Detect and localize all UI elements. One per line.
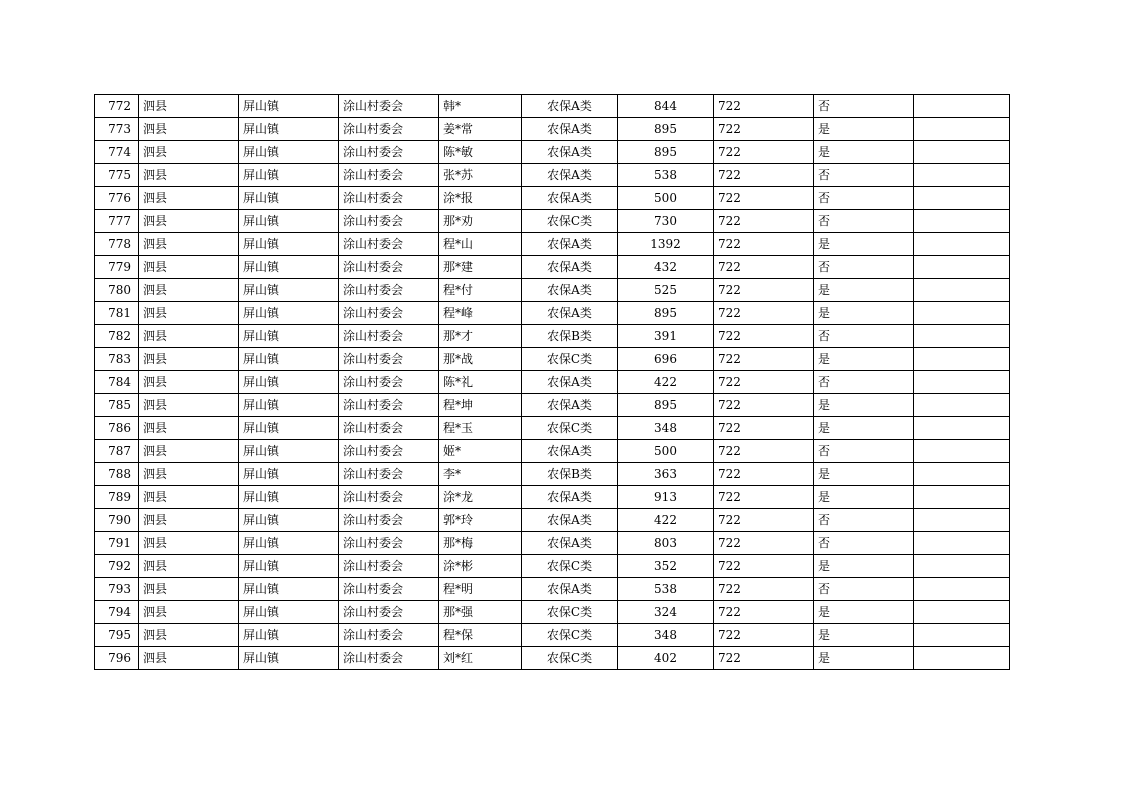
cell-amount: 895 bbox=[618, 302, 714, 325]
cell-county: 泗县 bbox=[139, 463, 239, 486]
cell-county: 泗县 bbox=[139, 325, 239, 348]
cell-insurance-type: 农保C类 bbox=[522, 348, 618, 371]
cell-county: 泗县 bbox=[139, 256, 239, 279]
cell-town: 屏山镇 bbox=[239, 279, 339, 302]
cell-flag: 是 bbox=[814, 647, 914, 670]
cell-amount: 538 bbox=[618, 164, 714, 187]
cell-insurance-type: 农保C类 bbox=[522, 417, 618, 440]
cell-name: 那*梅 bbox=[439, 532, 522, 555]
cell-flag: 是 bbox=[814, 141, 914, 164]
cell-standard: 722 bbox=[714, 440, 814, 463]
cell-serial-number: 791 bbox=[95, 532, 139, 555]
cell-insurance-type: 农保A类 bbox=[522, 509, 618, 532]
cell-serial-number: 772 bbox=[95, 95, 139, 118]
cell-flag: 是 bbox=[814, 348, 914, 371]
cell-insurance-type: 农保A类 bbox=[522, 440, 618, 463]
cell-flag: 是 bbox=[814, 279, 914, 302]
cell-town: 屏山镇 bbox=[239, 417, 339, 440]
cell-flag: 是 bbox=[814, 624, 914, 647]
cell-name: 李* bbox=[439, 463, 522, 486]
cell-insurance-type: 农保A类 bbox=[522, 233, 618, 256]
cell-note bbox=[914, 394, 1010, 417]
cell-amount: 803 bbox=[618, 532, 714, 555]
cell-county: 泗县 bbox=[139, 394, 239, 417]
cell-town: 屏山镇 bbox=[239, 578, 339, 601]
cell-county: 泗县 bbox=[139, 210, 239, 233]
cell-flag: 是 bbox=[814, 394, 914, 417]
cell-county: 泗县 bbox=[139, 279, 239, 302]
table-row bbox=[95, 555, 1010, 578]
cell-town: 屏山镇 bbox=[239, 532, 339, 555]
cell-county: 泗县 bbox=[139, 440, 239, 463]
cell-village: 涂山村委会 bbox=[339, 440, 439, 463]
cell-town: 屏山镇 bbox=[239, 601, 339, 624]
cell-serial-number: 796 bbox=[95, 647, 139, 670]
cell-serial-number: 794 bbox=[95, 601, 139, 624]
table-row bbox=[95, 394, 1010, 417]
cell-flag: 否 bbox=[814, 532, 914, 555]
cell-amount: 324 bbox=[618, 601, 714, 624]
cell-name: 张*苏 bbox=[439, 164, 522, 187]
cell-serial-number: 774 bbox=[95, 141, 139, 164]
cell-name: 程*峰 bbox=[439, 302, 522, 325]
cell-standard: 722 bbox=[714, 141, 814, 164]
cell-serial-number: 789 bbox=[95, 486, 139, 509]
cell-amount: 348 bbox=[618, 417, 714, 440]
cell-serial-number: 773 bbox=[95, 118, 139, 141]
cell-town: 屏山镇 bbox=[239, 440, 339, 463]
cell-name: 那*战 bbox=[439, 348, 522, 371]
cell-town: 屏山镇 bbox=[239, 463, 339, 486]
cell-county: 泗县 bbox=[139, 95, 239, 118]
cell-flag: 否 bbox=[814, 509, 914, 532]
cell-town: 屏山镇 bbox=[239, 325, 339, 348]
cell-amount: 352 bbox=[618, 555, 714, 578]
table-row bbox=[95, 647, 1010, 670]
data-table bbox=[94, 94, 1010, 670]
cell-serial-number: 795 bbox=[95, 624, 139, 647]
cell-flag: 否 bbox=[814, 187, 914, 210]
cell-standard: 722 bbox=[714, 348, 814, 371]
cell-serial-number: 786 bbox=[95, 417, 139, 440]
cell-insurance-type: 农保A类 bbox=[522, 141, 618, 164]
cell-note bbox=[914, 486, 1010, 509]
cell-amount: 895 bbox=[618, 141, 714, 164]
cell-village: 涂山村委会 bbox=[339, 325, 439, 348]
cell-town: 屏山镇 bbox=[239, 555, 339, 578]
cell-flag: 是 bbox=[814, 118, 914, 141]
cell-village: 涂山村委会 bbox=[339, 95, 439, 118]
cell-amount: 844 bbox=[618, 95, 714, 118]
cell-standard: 722 bbox=[714, 210, 814, 233]
cell-name: 程*玉 bbox=[439, 417, 522, 440]
cell-amount: 402 bbox=[618, 647, 714, 670]
cell-note bbox=[914, 647, 1010, 670]
cell-flag: 是 bbox=[814, 302, 914, 325]
table-row bbox=[95, 256, 1010, 279]
cell-name: 程*山 bbox=[439, 233, 522, 256]
cell-insurance-type: 农保A类 bbox=[522, 371, 618, 394]
cell-standard: 722 bbox=[714, 233, 814, 256]
cell-village: 涂山村委会 bbox=[339, 164, 439, 187]
cell-amount: 500 bbox=[618, 187, 714, 210]
cell-insurance-type: 农保C类 bbox=[522, 624, 618, 647]
cell-town: 屏山镇 bbox=[239, 118, 339, 141]
cell-town: 屏山镇 bbox=[239, 256, 339, 279]
cell-standard: 722 bbox=[714, 95, 814, 118]
cell-standard: 722 bbox=[714, 555, 814, 578]
cell-flag: 否 bbox=[814, 164, 914, 187]
cell-note bbox=[914, 440, 1010, 463]
cell-flag: 否 bbox=[814, 325, 914, 348]
cell-amount: 1392 bbox=[618, 233, 714, 256]
table-row bbox=[95, 302, 1010, 325]
cell-town: 屏山镇 bbox=[239, 371, 339, 394]
cell-insurance-type: 农保A类 bbox=[522, 302, 618, 325]
cell-note bbox=[914, 417, 1010, 440]
cell-serial-number: 779 bbox=[95, 256, 139, 279]
table-row bbox=[95, 95, 1010, 118]
cell-name: 程*付 bbox=[439, 279, 522, 302]
cell-county: 泗县 bbox=[139, 187, 239, 210]
cell-name: 那*才 bbox=[439, 325, 522, 348]
cell-standard: 722 bbox=[714, 187, 814, 210]
cell-flag: 否 bbox=[814, 256, 914, 279]
table-row bbox=[95, 371, 1010, 394]
cell-village: 涂山村委会 bbox=[339, 371, 439, 394]
cell-insurance-type: 农保C类 bbox=[522, 210, 618, 233]
cell-insurance-type: 农保A类 bbox=[522, 256, 618, 279]
cell-standard: 722 bbox=[714, 647, 814, 670]
cell-name: 郭*玲 bbox=[439, 509, 522, 532]
cell-county: 泗县 bbox=[139, 164, 239, 187]
cell-county: 泗县 bbox=[139, 647, 239, 670]
cell-standard: 722 bbox=[714, 325, 814, 348]
table-row bbox=[95, 601, 1010, 624]
cell-standard: 722 bbox=[714, 279, 814, 302]
cell-name: 程*保 bbox=[439, 624, 522, 647]
cell-note bbox=[914, 532, 1010, 555]
cell-flag: 否 bbox=[814, 440, 914, 463]
cell-amount: 525 bbox=[618, 279, 714, 302]
table-row bbox=[95, 486, 1010, 509]
cell-village: 涂山村委会 bbox=[339, 624, 439, 647]
cell-county: 泗县 bbox=[139, 509, 239, 532]
cell-insurance-type: 农保A类 bbox=[522, 118, 618, 141]
cell-town: 屏山镇 bbox=[239, 233, 339, 256]
table-row bbox=[95, 118, 1010, 141]
cell-note bbox=[914, 348, 1010, 371]
cell-village: 涂山村委会 bbox=[339, 394, 439, 417]
cell-county: 泗县 bbox=[139, 118, 239, 141]
cell-name: 程*明 bbox=[439, 578, 522, 601]
cell-insurance-type: 农保B类 bbox=[522, 463, 618, 486]
cell-town: 屏山镇 bbox=[239, 647, 339, 670]
cell-insurance-type: 农保A类 bbox=[522, 164, 618, 187]
cell-insurance-type: 农保C类 bbox=[522, 601, 618, 624]
table-row bbox=[95, 233, 1010, 256]
cell-insurance-type: 农保B类 bbox=[522, 325, 618, 348]
cell-amount: 500 bbox=[618, 440, 714, 463]
cell-name: 涂*龙 bbox=[439, 486, 522, 509]
cell-flag: 否 bbox=[814, 371, 914, 394]
cell-serial-number: 784 bbox=[95, 371, 139, 394]
cell-serial-number: 793 bbox=[95, 578, 139, 601]
cell-name: 程*坤 bbox=[439, 394, 522, 417]
cell-village: 涂山村委会 bbox=[339, 187, 439, 210]
cell-note bbox=[914, 463, 1010, 486]
cell-note bbox=[914, 210, 1010, 233]
cell-flag: 是 bbox=[814, 601, 914, 624]
cell-amount: 730 bbox=[618, 210, 714, 233]
cell-village: 涂山村委会 bbox=[339, 141, 439, 164]
cell-insurance-type: 农保C类 bbox=[522, 555, 618, 578]
cell-town: 屏山镇 bbox=[239, 624, 339, 647]
cell-name: 韩* bbox=[439, 95, 522, 118]
table-row bbox=[95, 210, 1010, 233]
cell-village: 涂山村委会 bbox=[339, 279, 439, 302]
cell-serial-number: 775 bbox=[95, 164, 139, 187]
cell-serial-number: 788 bbox=[95, 463, 139, 486]
cell-amount: 363 bbox=[618, 463, 714, 486]
cell-town: 屏山镇 bbox=[239, 394, 339, 417]
cell-amount: 348 bbox=[618, 624, 714, 647]
cell-village: 涂山村委会 bbox=[339, 486, 439, 509]
cell-county: 泗县 bbox=[139, 624, 239, 647]
cell-note bbox=[914, 601, 1010, 624]
cell-standard: 722 bbox=[714, 118, 814, 141]
cell-serial-number: 790 bbox=[95, 509, 139, 532]
cell-town: 屏山镇 bbox=[239, 187, 339, 210]
table-row bbox=[95, 325, 1010, 348]
cell-standard: 722 bbox=[714, 463, 814, 486]
cell-county: 泗县 bbox=[139, 141, 239, 164]
cell-village: 涂山村委会 bbox=[339, 118, 439, 141]
cell-note bbox=[914, 555, 1010, 578]
cell-note bbox=[914, 325, 1010, 348]
cell-county: 泗县 bbox=[139, 486, 239, 509]
table-row bbox=[95, 532, 1010, 555]
cell-flag: 否 bbox=[814, 95, 914, 118]
cell-town: 屏山镇 bbox=[239, 302, 339, 325]
cell-village: 涂山村委会 bbox=[339, 302, 439, 325]
cell-serial-number: 776 bbox=[95, 187, 139, 210]
cell-standard: 722 bbox=[714, 578, 814, 601]
cell-county: 泗县 bbox=[139, 302, 239, 325]
cell-amount: 895 bbox=[618, 394, 714, 417]
table-row bbox=[95, 279, 1010, 302]
cell-insurance-type: 农保A类 bbox=[522, 532, 618, 555]
cell-note bbox=[914, 256, 1010, 279]
cell-village: 涂山村委会 bbox=[339, 417, 439, 440]
cell-serial-number: 785 bbox=[95, 394, 139, 417]
cell-amount: 895 bbox=[618, 118, 714, 141]
cell-insurance-type: 农保C类 bbox=[522, 647, 618, 670]
cell-standard: 722 bbox=[714, 256, 814, 279]
cell-note bbox=[914, 509, 1010, 532]
table-row bbox=[95, 141, 1010, 164]
cell-insurance-type: 农保A类 bbox=[522, 578, 618, 601]
table-row bbox=[95, 578, 1010, 601]
cell-name: 刘*红 bbox=[439, 647, 522, 670]
cell-amount: 696 bbox=[618, 348, 714, 371]
cell-flag: 是 bbox=[814, 555, 914, 578]
cell-note bbox=[914, 302, 1010, 325]
cell-village: 涂山村委会 bbox=[339, 647, 439, 670]
cell-insurance-type: 农保A类 bbox=[522, 279, 618, 302]
cell-insurance-type: 农保A类 bbox=[522, 187, 618, 210]
table-row bbox=[95, 348, 1010, 371]
cell-note bbox=[914, 279, 1010, 302]
cell-town: 屏山镇 bbox=[239, 348, 339, 371]
cell-standard: 722 bbox=[714, 509, 814, 532]
cell-serial-number: 780 bbox=[95, 279, 139, 302]
cell-town: 屏山镇 bbox=[239, 486, 339, 509]
cell-name: 姜*常 bbox=[439, 118, 522, 141]
table-row bbox=[95, 624, 1010, 647]
cell-amount: 432 bbox=[618, 256, 714, 279]
cell-county: 泗县 bbox=[139, 233, 239, 256]
table-row bbox=[95, 509, 1010, 532]
cell-serial-number: 782 bbox=[95, 325, 139, 348]
cell-county: 泗县 bbox=[139, 578, 239, 601]
cell-village: 涂山村委会 bbox=[339, 256, 439, 279]
cell-serial-number: 778 bbox=[95, 233, 139, 256]
cell-amount: 538 bbox=[618, 578, 714, 601]
cell-standard: 722 bbox=[714, 302, 814, 325]
cell-name: 陈*礼 bbox=[439, 371, 522, 394]
table-row bbox=[95, 440, 1010, 463]
cell-town: 屏山镇 bbox=[239, 509, 339, 532]
cell-flag: 否 bbox=[814, 210, 914, 233]
table-row bbox=[95, 417, 1010, 440]
cell-village: 涂山村委会 bbox=[339, 532, 439, 555]
cell-standard: 722 bbox=[714, 624, 814, 647]
cell-standard: 722 bbox=[714, 371, 814, 394]
cell-flag: 是 bbox=[814, 463, 914, 486]
cell-serial-number: 787 bbox=[95, 440, 139, 463]
cell-name: 涂*彬 bbox=[439, 555, 522, 578]
cell-note bbox=[914, 164, 1010, 187]
table-row bbox=[95, 463, 1010, 486]
cell-town: 屏山镇 bbox=[239, 164, 339, 187]
cell-serial-number: 792 bbox=[95, 555, 139, 578]
cell-county: 泗县 bbox=[139, 532, 239, 555]
cell-village: 涂山村委会 bbox=[339, 233, 439, 256]
cell-insurance-type: 农保A类 bbox=[522, 95, 618, 118]
cell-serial-number: 781 bbox=[95, 302, 139, 325]
cell-amount: 913 bbox=[618, 486, 714, 509]
cell-flag: 是 bbox=[814, 233, 914, 256]
cell-county: 泗县 bbox=[139, 348, 239, 371]
cell-village: 涂山村委会 bbox=[339, 348, 439, 371]
cell-standard: 722 bbox=[714, 394, 814, 417]
cell-amount: 422 bbox=[618, 371, 714, 394]
cell-note bbox=[914, 371, 1010, 394]
cell-county: 泗县 bbox=[139, 417, 239, 440]
cell-amount: 391 bbox=[618, 325, 714, 348]
cell-town: 屏山镇 bbox=[239, 95, 339, 118]
cell-standard: 722 bbox=[714, 486, 814, 509]
cell-standard: 722 bbox=[714, 601, 814, 624]
cell-flag: 否 bbox=[814, 578, 914, 601]
cell-name: 那*建 bbox=[439, 256, 522, 279]
cell-town: 屏山镇 bbox=[239, 141, 339, 164]
cell-village: 涂山村委会 bbox=[339, 463, 439, 486]
cell-note bbox=[914, 141, 1010, 164]
cell-note bbox=[914, 233, 1010, 256]
cell-standard: 722 bbox=[714, 532, 814, 555]
cell-serial-number: 783 bbox=[95, 348, 139, 371]
cell-note bbox=[914, 187, 1010, 210]
cell-village: 涂山村委会 bbox=[339, 601, 439, 624]
table-row bbox=[95, 164, 1010, 187]
cell-name: 姬* bbox=[439, 440, 522, 463]
cell-serial-number: 777 bbox=[95, 210, 139, 233]
cell-note bbox=[914, 624, 1010, 647]
table-row bbox=[95, 187, 1010, 210]
cell-amount: 422 bbox=[618, 509, 714, 532]
cell-village: 涂山村委会 bbox=[339, 210, 439, 233]
cell-note bbox=[914, 578, 1010, 601]
cell-name: 涂*报 bbox=[439, 187, 522, 210]
cell-village: 涂山村委会 bbox=[339, 578, 439, 601]
cell-note bbox=[914, 95, 1010, 118]
cell-standard: 722 bbox=[714, 164, 814, 187]
cell-village: 涂山村委会 bbox=[339, 555, 439, 578]
cell-flag: 是 bbox=[814, 417, 914, 440]
cell-note bbox=[914, 118, 1010, 141]
cell-county: 泗县 bbox=[139, 555, 239, 578]
cell-name: 那*劝 bbox=[439, 210, 522, 233]
cell-standard: 722 bbox=[714, 417, 814, 440]
cell-name: 那*强 bbox=[439, 601, 522, 624]
cell-insurance-type: 农保A类 bbox=[522, 486, 618, 509]
cell-county: 泗县 bbox=[139, 601, 239, 624]
cell-flag: 是 bbox=[814, 486, 914, 509]
cell-county: 泗县 bbox=[139, 371, 239, 394]
table-body bbox=[95, 95, 1010, 670]
cell-town: 屏山镇 bbox=[239, 210, 339, 233]
cell-insurance-type: 农保A类 bbox=[522, 394, 618, 417]
cell-name: 陈*敏 bbox=[439, 141, 522, 164]
cell-village: 涂山村委会 bbox=[339, 509, 439, 532]
